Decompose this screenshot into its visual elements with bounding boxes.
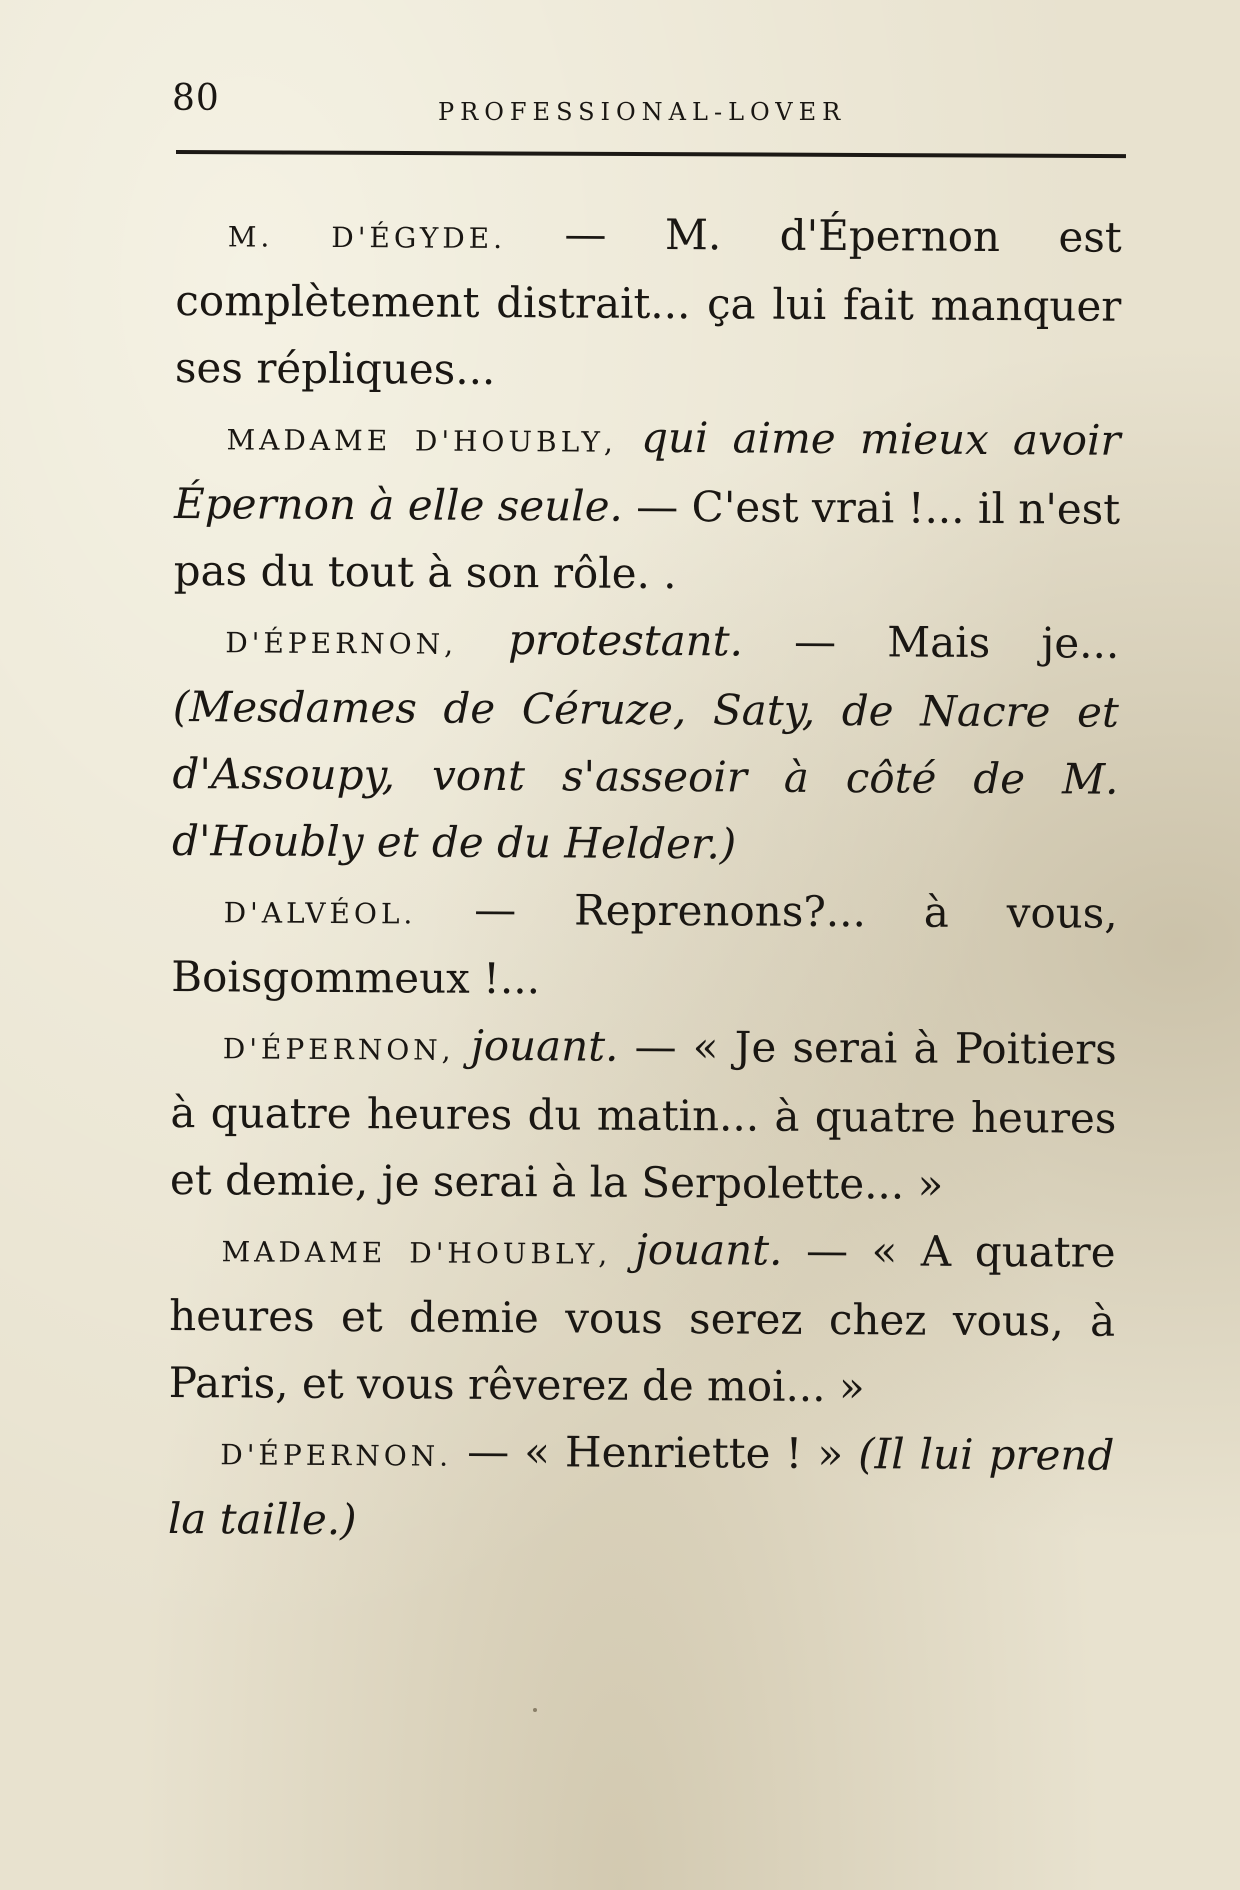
paper-speck xyxy=(533,1708,537,1712)
speaker-name: madame d'houbly, xyxy=(221,1225,612,1274)
dialogue-paragraph xyxy=(169,1213,1116,1422)
speaker-name: d'épernon, xyxy=(225,616,458,664)
running-head: PROFESSIONAL-LOVER xyxy=(438,98,847,126)
speech-text: — Mais je... xyxy=(742,616,1120,668)
stage-direction-block: (Il lui prend la taille.) xyxy=(167,1429,1115,1545)
speaker-name: madame d'houbly, xyxy=(226,413,617,462)
speech-text: — C'est vrai !... il n'est pas du tout à son rôle. . xyxy=(173,481,1121,599)
header-rule xyxy=(176,150,1126,158)
speech-text: — « A quatre heures et demie vous serez chez vous, à Paris, et vous rêverez de moi... » xyxy=(168,1225,1116,1412)
speech-text: — Reprenons?... à vous, Boisgommeux !... xyxy=(171,884,1118,1004)
speech-text: — « Je serai à Poitiers à quatre heures du matin... à quatre heures et demie, je serai à la Serpolette... » xyxy=(169,1021,1117,1209)
stage-direction: qui aime mieux avoir Épernon à elle seule. xyxy=(173,412,1121,531)
speaker-name: m. d'égyde. xyxy=(227,210,507,259)
stage-direction: jouant. xyxy=(454,1020,619,1071)
speaker-name: d'épernon, xyxy=(222,1022,455,1070)
speech-text: — « Henriette ! » xyxy=(452,1426,844,1479)
speaker-name: d'épernon. xyxy=(220,1428,453,1476)
speaker-name: d'alvéol. xyxy=(223,886,417,934)
dialogue-paragraph xyxy=(175,198,1122,407)
stage-direction: jouant. xyxy=(611,1224,783,1275)
dialogue-paragraph xyxy=(170,1010,1117,1219)
stage-direction: protestant. xyxy=(456,614,744,666)
dialogue-paragraph xyxy=(172,604,1120,880)
speech-text: — M. d'Épernon est complètement distrait... ça lui fait manquer ses répliques... xyxy=(174,209,1122,394)
dialogue-paragraph xyxy=(168,1416,1115,1558)
dialogue-paragraph xyxy=(174,401,1121,610)
dialogue-text xyxy=(168,198,1122,1558)
page-number: 80 xyxy=(172,78,220,119)
dialogue-paragraph xyxy=(171,874,1118,1016)
stage-direction-block: (Mesdames de Céruze, Saty, de Nacre et d'Assoupy, vont s'asseoir à côté de M. d'Houbly et de du Helder.) xyxy=(171,681,1120,869)
